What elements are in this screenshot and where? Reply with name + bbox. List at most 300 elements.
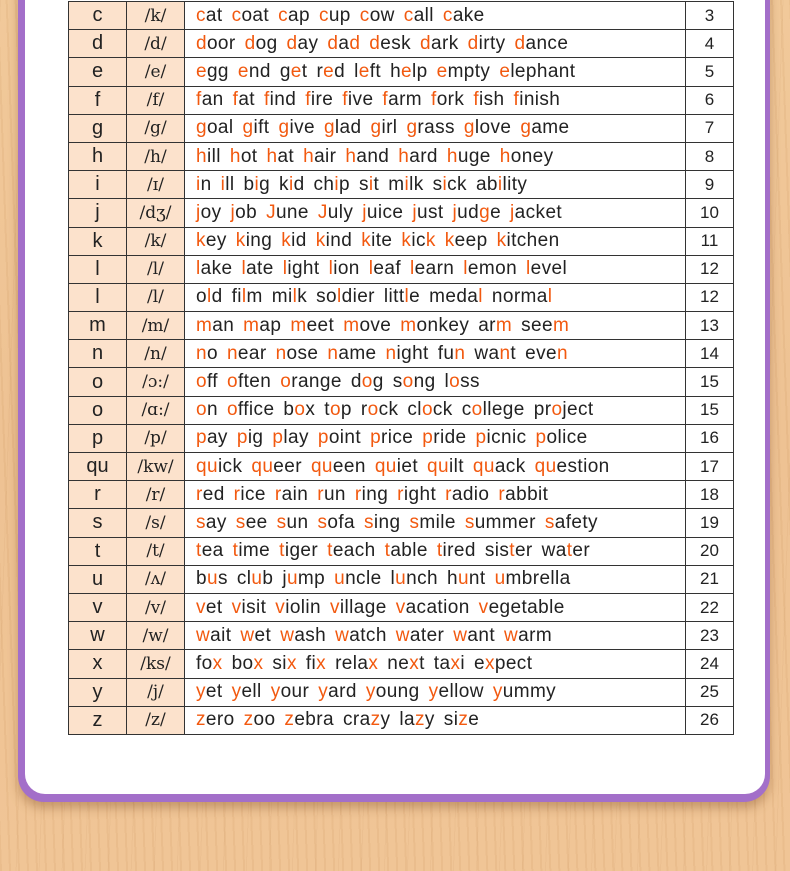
number-cell: 4 bbox=[686, 30, 734, 58]
word-text: llege bbox=[482, 399, 525, 421]
table-row bbox=[69, 650, 734, 678]
word-text: ork bbox=[436, 89, 465, 111]
word-text: ften bbox=[237, 371, 272, 393]
highlighted-letters: r bbox=[397, 483, 404, 505]
example-word bbox=[324, 117, 362, 138]
highlighted-letters: d bbox=[420, 32, 432, 54]
highlighted-letters: w bbox=[504, 624, 519, 646]
highlighted-letters: r bbox=[317, 483, 324, 505]
highlighted-letters: c bbox=[196, 4, 206, 26]
example-word bbox=[234, 484, 266, 505]
highlighted-letters: v bbox=[275, 596, 286, 618]
letter-cell: o bbox=[69, 368, 127, 396]
highlighted-letters: l bbox=[368, 258, 374, 280]
word-text: ark bbox=[431, 32, 459, 54]
table-row bbox=[69, 396, 734, 424]
number-cell: 20 bbox=[686, 537, 734, 565]
word-text: ncle bbox=[345, 568, 382, 590]
example-word bbox=[476, 174, 527, 195]
highlighted-letters: l bbox=[328, 258, 334, 280]
word-text: norma bbox=[491, 286, 548, 308]
example-word bbox=[282, 568, 325, 589]
phonetic-symbol-cell: /v/ bbox=[127, 593, 185, 621]
example-word bbox=[329, 258, 360, 279]
number-cell: 6 bbox=[686, 86, 734, 114]
highlighted-letters: i bbox=[442, 173, 448, 195]
example-word bbox=[196, 540, 224, 561]
word-text: ard bbox=[409, 145, 438, 167]
highlighted-letters: l bbox=[292, 286, 298, 308]
example-word bbox=[370, 427, 413, 448]
highlighted-letters: y bbox=[492, 681, 503, 703]
example-word bbox=[317, 484, 346, 505]
table-row bbox=[69, 171, 734, 199]
word-text: g bbox=[279, 60, 291, 82]
example-word bbox=[280, 371, 342, 392]
word-text: ft bbox=[369, 60, 382, 82]
phonetic-symbol-cell: /m/ bbox=[127, 312, 185, 340]
word-text: ll bbox=[225, 173, 235, 195]
phonetic-symbol-cell: /ʌ/ bbox=[127, 565, 185, 593]
word-text: and bbox=[356, 145, 390, 167]
word-text: olice bbox=[546, 427, 588, 449]
letter-cell: l bbox=[69, 283, 127, 311]
word-text: er bbox=[514, 540, 533, 562]
highlighted-letters: k bbox=[281, 230, 292, 252]
word-text: g bbox=[372, 371, 384, 393]
highlighted-letters: s bbox=[409, 511, 420, 533]
word-text: r bbox=[360, 399, 368, 421]
highlighted-letters: m bbox=[196, 314, 213, 336]
example-word bbox=[233, 89, 255, 110]
highlighted-letters: o bbox=[329, 399, 341, 421]
example-word bbox=[534, 399, 594, 420]
word-text: ire bbox=[310, 89, 334, 111]
example-word bbox=[196, 653, 223, 674]
word-text: iolin bbox=[285, 596, 322, 618]
word-text: nch bbox=[406, 568, 438, 590]
example-word bbox=[324, 399, 352, 420]
word-text: t bbox=[373, 173, 380, 195]
word-text: sis bbox=[484, 540, 510, 562]
example-word bbox=[520, 117, 569, 138]
word-text: g bbox=[259, 173, 271, 195]
word-text: p bbox=[339, 173, 350, 195]
example-word bbox=[542, 540, 590, 561]
phonics-table bbox=[68, 1, 734, 735]
highlighted-letters: s bbox=[464, 511, 475, 533]
highlighted-letters: i bbox=[220, 173, 226, 195]
word-text: ear bbox=[237, 342, 267, 364]
word-text: ater bbox=[409, 624, 445, 646]
example-word bbox=[314, 174, 350, 195]
word-text: et bbox=[205, 681, 223, 703]
phonetic-symbol-cell: /dʒ/ bbox=[127, 199, 185, 227]
highlighted-letters: f bbox=[473, 89, 480, 111]
example-word bbox=[279, 174, 305, 195]
word-text: ose bbox=[286, 342, 319, 364]
word-text: si bbox=[272, 652, 287, 674]
word-text: all bbox=[413, 4, 434, 26]
highlighted-letters: n bbox=[454, 342, 466, 364]
highlighted-letters: w bbox=[280, 624, 295, 646]
word-text: lephant bbox=[510, 60, 576, 82]
example-word bbox=[536, 427, 588, 448]
highlighted-letters: m bbox=[400, 314, 417, 336]
letter-cell: s bbox=[69, 509, 127, 537]
word-text: ay bbox=[205, 511, 227, 533]
word-text: j bbox=[282, 568, 287, 590]
highlighted-letters: qu bbox=[472, 455, 495, 477]
highlighted-letters: k bbox=[401, 230, 412, 252]
example-word bbox=[196, 315, 234, 336]
letter-cell: d bbox=[69, 30, 127, 58]
example-words-cell bbox=[185, 86, 686, 114]
table-row bbox=[69, 481, 734, 509]
example-word bbox=[318, 202, 353, 223]
highlighted-letters: h bbox=[499, 145, 511, 167]
highlighted-letters: v bbox=[395, 596, 406, 618]
table-row bbox=[69, 537, 734, 565]
word-text: ap bbox=[288, 4, 310, 26]
letter-cell: g bbox=[69, 114, 127, 142]
word-text: ame bbox=[338, 342, 377, 364]
highlighted-letters: t bbox=[196, 540, 202, 562]
word-text: ay bbox=[297, 32, 319, 54]
letter-cell: k bbox=[69, 227, 127, 255]
word-text: ake bbox=[452, 4, 485, 26]
example-word bbox=[196, 146, 221, 167]
word-text: ey bbox=[205, 230, 227, 252]
word-text: estion bbox=[556, 455, 610, 477]
example-word bbox=[266, 202, 309, 223]
example-words-cell bbox=[185, 283, 686, 311]
number-cell: 12 bbox=[686, 283, 734, 311]
word-text: ebra bbox=[294, 709, 334, 731]
word-text: so bbox=[316, 286, 337, 308]
example-word bbox=[422, 427, 466, 448]
example-word bbox=[369, 258, 401, 279]
word-text: see bbox=[521, 314, 553, 336]
word-text: eep bbox=[454, 230, 488, 252]
highlighted-letters: l bbox=[463, 258, 468, 280]
example-word bbox=[335, 653, 378, 674]
letter-cell: h bbox=[69, 142, 127, 170]
example-word bbox=[306, 653, 326, 674]
highlighted-letters: c bbox=[359, 4, 370, 26]
highlighted-letters: s bbox=[196, 511, 206, 533]
highlighted-letters: l bbox=[478, 286, 483, 308]
word-text: uly bbox=[327, 201, 354, 223]
example-word bbox=[232, 286, 263, 307]
phonetic-symbol-cell: /h/ bbox=[127, 142, 185, 170]
word-text: mp bbox=[297, 568, 326, 590]
highlighted-letters: y bbox=[270, 681, 281, 703]
word-text: gg bbox=[206, 60, 229, 82]
example-word bbox=[327, 33, 360, 54]
example-word bbox=[236, 512, 268, 533]
example-words-cell bbox=[185, 171, 686, 199]
word-text: p bbox=[340, 399, 352, 421]
highlighted-letters: f bbox=[431, 89, 437, 111]
word-text: mbrella bbox=[505, 568, 571, 590]
table-row bbox=[69, 2, 734, 30]
highlighted-letters: d bbox=[327, 32, 339, 54]
word-text: ake bbox=[200, 258, 233, 280]
highlighted-letters: d bbox=[196, 32, 207, 54]
example-words-cell bbox=[185, 706, 686, 734]
highlighted-letters: o bbox=[294, 399, 306, 421]
word-text: lity bbox=[502, 173, 528, 195]
word-text: k bbox=[279, 173, 289, 195]
word-text: ay bbox=[206, 427, 228, 449]
highlighted-letters: p bbox=[535, 427, 547, 449]
example-words-cell bbox=[185, 593, 686, 621]
word-text: oo bbox=[253, 709, 276, 731]
example-word bbox=[196, 456, 242, 477]
example-word bbox=[233, 540, 271, 561]
word-text: ee bbox=[245, 511, 268, 533]
word-text: adio bbox=[451, 483, 490, 505]
word-text: illage bbox=[339, 596, 387, 618]
example-word bbox=[384, 286, 420, 307]
highlighted-letters: m bbox=[343, 314, 360, 336]
word-text: eaf bbox=[373, 258, 402, 280]
example-word bbox=[281, 230, 307, 251]
example-word bbox=[196, 258, 232, 279]
highlighted-letters: i bbox=[334, 173, 340, 195]
phonetic-symbol-cell: /kw/ bbox=[127, 453, 185, 481]
example-word bbox=[495, 568, 571, 589]
example-word bbox=[236, 230, 272, 251]
highlighted-letters: z bbox=[370, 709, 381, 731]
word-text: isit bbox=[241, 596, 267, 618]
example-word bbox=[311, 456, 366, 477]
example-word bbox=[245, 33, 278, 54]
example-word bbox=[386, 343, 429, 364]
example-word bbox=[196, 371, 218, 392]
highlighted-letters: d bbox=[349, 32, 361, 54]
word-text: afety bbox=[554, 511, 598, 533]
word-text: ig bbox=[247, 427, 264, 449]
word-text: l bbox=[444, 371, 450, 393]
table-row bbox=[69, 593, 734, 621]
word-text: ish bbox=[479, 89, 505, 111]
example-word bbox=[196, 625, 231, 646]
example-word bbox=[464, 117, 511, 138]
word-text: o bbox=[206, 342, 218, 364]
example-word bbox=[196, 512, 227, 533]
example-words-cell bbox=[185, 650, 686, 678]
example-words-cell bbox=[185, 537, 686, 565]
number-cell: 25 bbox=[686, 678, 734, 706]
word-text: emon bbox=[467, 258, 518, 280]
word-text: ive bbox=[289, 117, 315, 139]
example-word bbox=[361, 230, 392, 251]
highlighted-letters: k bbox=[315, 230, 326, 252]
highlighted-letters: w bbox=[453, 624, 468, 646]
example-word bbox=[479, 597, 565, 618]
letter-cell: c bbox=[69, 2, 127, 30]
word-text: ject bbox=[562, 399, 594, 421]
word-text: l bbox=[390, 568, 396, 590]
highlighted-letters: g bbox=[278, 117, 290, 139]
word-text: y bbox=[424, 709, 435, 731]
example-word bbox=[354, 61, 381, 82]
word-text: s bbox=[217, 568, 228, 590]
example-word bbox=[398, 146, 438, 167]
highlighted-letters: c bbox=[442, 4, 453, 26]
example-word bbox=[492, 286, 552, 307]
example-word bbox=[444, 709, 479, 730]
highlighted-letters: s bbox=[364, 511, 374, 533]
example-word bbox=[404, 5, 434, 26]
highlighted-letters: qu bbox=[310, 455, 333, 477]
example-word bbox=[196, 202, 222, 223]
example-word bbox=[390, 61, 428, 82]
word-text: ow bbox=[369, 4, 395, 26]
highlighted-letters: n bbox=[327, 342, 339, 364]
example-word bbox=[360, 5, 395, 26]
example-words-cell bbox=[185, 678, 686, 706]
highlighted-letters: g bbox=[479, 201, 491, 223]
word-text: ing bbox=[373, 511, 401, 533]
highlighted-letters: o bbox=[226, 371, 238, 393]
phonetic-symbol-cell: /p/ bbox=[127, 424, 185, 452]
word-text: ng bbox=[413, 371, 436, 393]
highlighted-letters: x bbox=[253, 652, 264, 674]
highlighted-letters: z bbox=[414, 709, 425, 731]
word-text: rass bbox=[417, 117, 455, 139]
word-text: ash bbox=[294, 624, 327, 646]
example-word bbox=[387, 653, 425, 674]
example-word bbox=[196, 597, 223, 618]
example-word bbox=[227, 343, 267, 364]
word-text: at bbox=[205, 4, 223, 26]
table-row bbox=[69, 283, 734, 311]
highlighted-letters: p bbox=[236, 427, 248, 449]
phonics-table-body bbox=[69, 2, 734, 735]
word-text: wa bbox=[474, 342, 500, 364]
word-text: d bbox=[468, 201, 480, 223]
highlighted-letters: qu bbox=[251, 455, 274, 477]
example-word bbox=[272, 286, 307, 307]
word-text: ea bbox=[201, 540, 224, 562]
table-row bbox=[69, 86, 734, 114]
example-words-cell bbox=[185, 453, 686, 481]
word-text: mile bbox=[419, 511, 456, 533]
highlighted-letters: g bbox=[196, 117, 207, 139]
example-word bbox=[196, 427, 228, 448]
word-text: ill bbox=[206, 145, 221, 167]
word-text: s bbox=[392, 371, 403, 393]
example-word bbox=[420, 33, 459, 54]
word-text: ellow bbox=[438, 681, 484, 703]
example-words-cell bbox=[185, 424, 686, 452]
word-text: ate bbox=[246, 258, 274, 280]
example-word bbox=[196, 709, 235, 730]
example-word bbox=[303, 146, 336, 167]
example-word bbox=[283, 399, 315, 420]
example-word bbox=[369, 33, 411, 54]
highlighted-letters: y bbox=[318, 681, 329, 703]
letter-cell: m bbox=[69, 312, 127, 340]
word-text: uge bbox=[457, 145, 491, 167]
highlighted-letters: v bbox=[330, 596, 340, 618]
highlighted-letters: n bbox=[385, 342, 397, 364]
highlighted-letters: e bbox=[436, 60, 448, 82]
example-word bbox=[434, 653, 465, 674]
highlighted-letters: t bbox=[436, 540, 443, 562]
example-word bbox=[453, 625, 495, 646]
word-text: oal bbox=[206, 117, 234, 139]
highlighted-letters: h bbox=[229, 145, 241, 167]
highlighted-letters: t bbox=[232, 540, 239, 562]
example-word bbox=[521, 315, 569, 336]
example-word bbox=[283, 258, 320, 279]
word-text: o bbox=[196, 286, 207, 308]
example-word bbox=[410, 258, 454, 279]
highlighted-letters: i bbox=[288, 173, 294, 195]
word-text: b bbox=[262, 568, 274, 590]
example-word bbox=[406, 117, 454, 138]
highlighted-letters: f bbox=[263, 89, 270, 111]
example-word bbox=[227, 399, 274, 420]
phonetic-symbol-cell: /k/ bbox=[127, 227, 185, 255]
example-word bbox=[276, 343, 319, 364]
highlighted-letters: f bbox=[513, 89, 520, 111]
word-text: irty bbox=[478, 32, 506, 54]
example-word bbox=[447, 146, 491, 167]
word-text: an bbox=[212, 314, 235, 336]
table-row bbox=[69, 312, 734, 340]
example-word bbox=[196, 681, 223, 702]
word-text: b bbox=[243, 173, 255, 195]
word-text: oney bbox=[510, 145, 554, 167]
number-cell: 26 bbox=[686, 706, 734, 734]
word-text: si bbox=[443, 709, 459, 731]
phonetic-symbol-cell: /e/ bbox=[127, 58, 185, 86]
example-word bbox=[221, 174, 235, 195]
word-text: i bbox=[460, 652, 465, 674]
example-word bbox=[361, 399, 399, 420]
example-word bbox=[453, 202, 502, 223]
word-text: t bbox=[324, 399, 330, 421]
word-text: een bbox=[332, 455, 366, 477]
highlighted-letters: y bbox=[231, 681, 242, 703]
highlighted-letters: k bbox=[235, 230, 246, 252]
example-word bbox=[278, 117, 314, 138]
word-text: d bbox=[334, 60, 346, 82]
word-text: t bbox=[510, 342, 517, 364]
word-text: ummer bbox=[474, 511, 536, 533]
highlighted-letters: c bbox=[231, 4, 242, 26]
word-text: at bbox=[277, 145, 295, 167]
highlighted-letters: f bbox=[232, 89, 239, 111]
word-text: b bbox=[283, 399, 295, 421]
highlighted-letters: p bbox=[272, 427, 284, 449]
highlighted-letters: o bbox=[367, 399, 379, 421]
phonetic-symbol-cell: /f/ bbox=[127, 86, 185, 114]
word-text: t bbox=[301, 60, 308, 82]
example-word bbox=[231, 202, 258, 223]
example-words-cell bbox=[185, 114, 686, 142]
phonetic-symbol-cell: /g/ bbox=[127, 114, 185, 142]
highlighted-letters: d bbox=[244, 32, 256, 54]
highlighted-letters: e bbox=[323, 60, 335, 82]
highlighted-letters: v bbox=[231, 596, 242, 618]
example-word bbox=[359, 174, 379, 195]
